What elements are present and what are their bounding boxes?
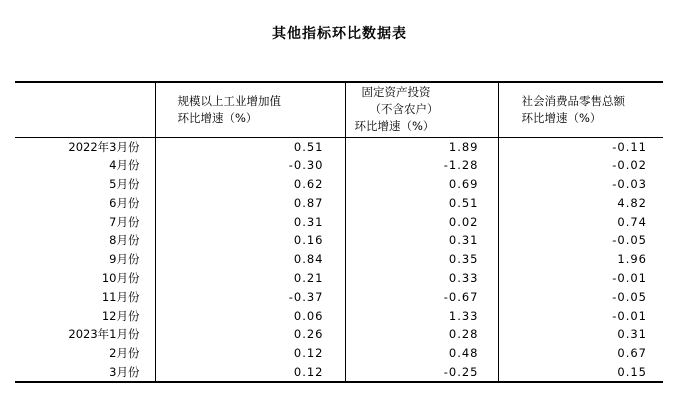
retail-cell: -0.01 (612, 270, 647, 285)
retail-cell: 4.82 (617, 195, 647, 210)
industry-cell: 0.31 (155, 212, 345, 231)
period-cell: 12月份 (15, 306, 155, 325)
table-row (15, 231, 663, 250)
industry-cell: -0.30 (155, 156, 345, 175)
retail-cell: 0.67 (617, 346, 647, 361)
header-row (15, 82, 663, 137)
period-cell: 4月份 (15, 156, 155, 175)
retail-cell: -0.03 (612, 176, 647, 191)
period-cell: 8月份 (15, 231, 155, 250)
retail-cell: 1.96 (617, 252, 647, 267)
period-cell: 5月份 (15, 175, 155, 194)
retail-cell: 0.74 (617, 214, 647, 229)
industry-cell: 0.26 (155, 325, 345, 344)
investment-cell: 1.33 (345, 306, 498, 325)
header-retail (498, 82, 663, 137)
period-cell: 11月份 (15, 287, 155, 306)
investment-cell: 0.28 (345, 325, 498, 344)
investment-cell: 0.48 (345, 344, 498, 363)
industry-cell: 0.06 (155, 306, 345, 325)
investment-cell: 0.51 (345, 193, 498, 212)
investment-cell: 0.02 (345, 212, 498, 231)
header-retail-line-2: 环比增速（%） (521, 110, 602, 125)
period-cell: 2022年3月份 (15, 137, 155, 156)
header-investment-line-2: （不含农户） (369, 102, 439, 117)
header-investment-line-1: 固定资产投资 (361, 85, 431, 100)
industry-cell: 0.84 (155, 250, 345, 269)
retail-cell: -0.05 (612, 233, 647, 248)
retail-cell: -0.11 (612, 139, 647, 154)
industry-cell: 0.51 (155, 137, 345, 156)
header-investment-line-3: 环比增速（%） (354, 119, 435, 134)
industry-cell: -0.37 (155, 287, 345, 306)
table-row (15, 306, 663, 325)
investment-cell: -0.25 (345, 363, 498, 382)
period-cell: 10月份 (15, 269, 155, 288)
industry-cell: 0.21 (155, 269, 345, 288)
indicator-table (15, 81, 663, 383)
header-industry (155, 82, 345, 137)
investment-cell: 0.31 (345, 231, 498, 250)
header-industry-line-2: 环比增速（%） (177, 110, 258, 125)
investment-cell: 0.33 (345, 269, 498, 288)
retail-cell: 0.31 (617, 327, 647, 342)
table-row (15, 269, 663, 288)
investment-cell: 1.89 (345, 137, 498, 156)
industry-cell: 0.16 (155, 231, 345, 250)
period-cell: 2月份 (15, 344, 155, 363)
table-row (15, 250, 663, 269)
table-row (15, 212, 663, 231)
table-row (15, 175, 663, 194)
investment-cell: 0.69 (345, 175, 498, 194)
retail-cell: -0.05 (612, 289, 647, 304)
retail-cell: -0.02 (612, 158, 647, 173)
industry-cell: 0.62 (155, 175, 345, 194)
investment-cell: -0.67 (345, 287, 498, 306)
table-row (15, 137, 663, 156)
table-row (15, 363, 663, 382)
header-investment (345, 82, 498, 137)
period-cell: 3月份 (15, 363, 155, 382)
table-row (15, 193, 663, 212)
retail-cell: -0.01 (612, 308, 647, 323)
header-industry-line-1: 规模以上工业增加值 (177, 93, 281, 108)
period-cell: 7月份 (15, 212, 155, 231)
table-row (15, 287, 663, 306)
industry-cell: 0.12 (155, 363, 345, 382)
header-retail-line-1: 社会消费品零售总额 (521, 93, 625, 108)
table-title: 其他指标环比数据表 (272, 26, 407, 42)
retail-cell: 0.15 (498, 363, 663, 382)
industry-cell: 0.87 (155, 193, 345, 212)
header-period (15, 82, 155, 137)
investment-cell: -1.28 (345, 156, 498, 175)
period-cell: 9月份 (15, 250, 155, 269)
industry-cell: 0.12 (155, 344, 345, 363)
investment-cell: 0.35 (345, 250, 498, 269)
period-cell: 2023年1月份 (15, 325, 155, 344)
period-cell: 6月份 (15, 193, 155, 212)
table-row (15, 344, 663, 363)
table-row (15, 156, 663, 175)
table-row (15, 325, 663, 344)
